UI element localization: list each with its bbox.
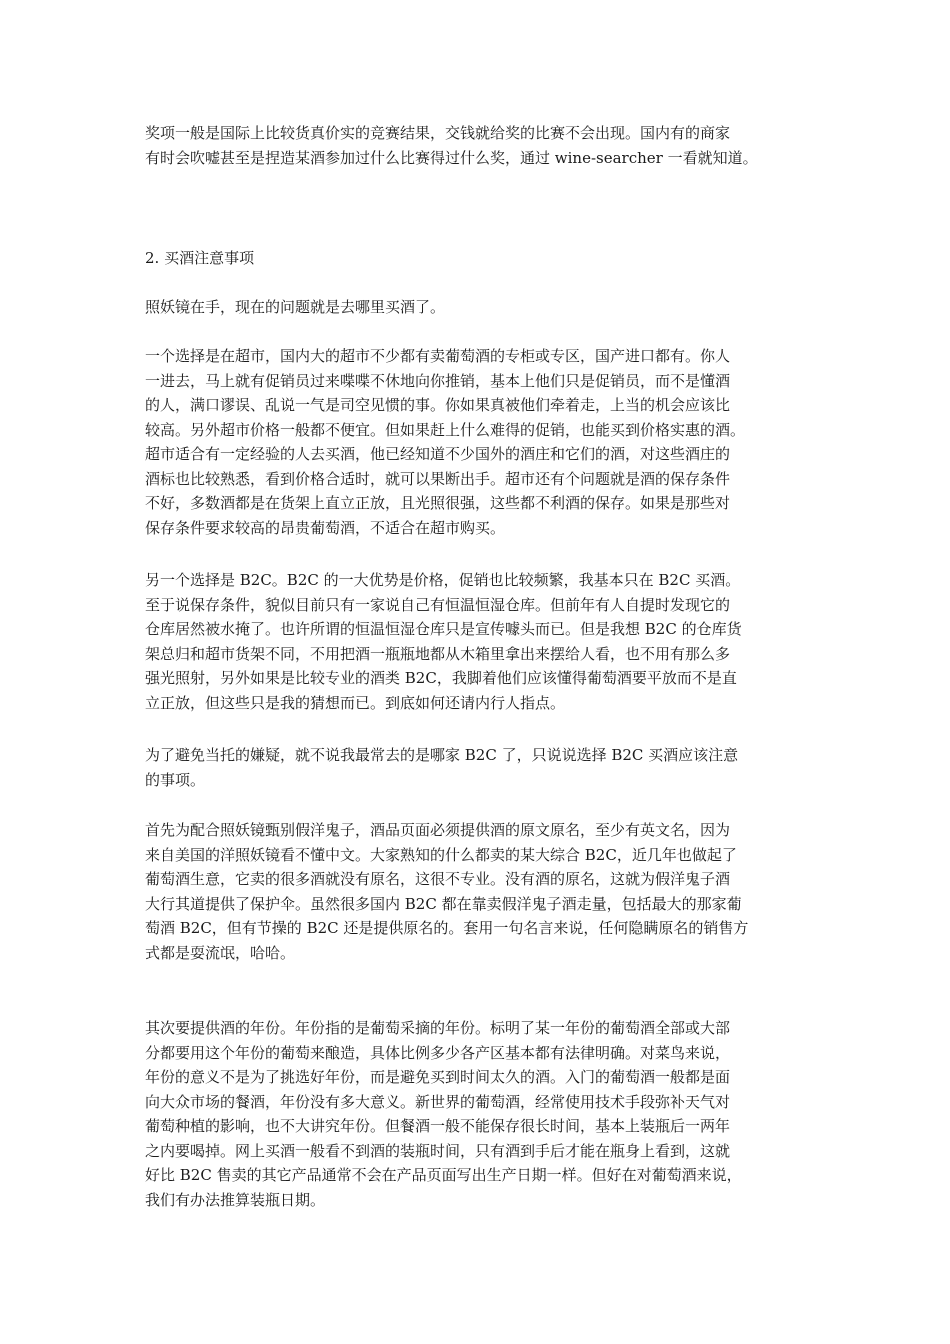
text-line: 一个选择是在超市，国内大的超市不少都有卖葡萄酒的专柜或专区，国产进口都有。你人 bbox=[145, 347, 731, 365]
text-line: 葡萄种植的影响，也不大讲究年份。但餐酒一般不能保存很长时间，基本上装瓶后一两年 bbox=[145, 1117, 731, 1135]
text-line: 强光照射，另外如果是比较专业的酒类 B2C，我脚着他们应该懂得葡萄酒要平放而不是直 bbox=[145, 669, 737, 687]
text-line: 的人，满口谬误、乱说一气是司空见惯的事。你如果真被他们牵着走，上当的机会应该比 bbox=[145, 396, 731, 414]
text-line: 为了避免当托的嫌疑，就不说我最常去的是哪家 B2C 了，只说说选择 B2C 买酒应该注意 bbox=[145, 746, 739, 764]
paragraph-avoid-shill bbox=[145, 743, 738, 792]
text-line: 另一个选择是 B2C。B2C 的一大优势是价格，促销也比较频繁，我基本只在 B2C 买酒。 bbox=[145, 571, 741, 589]
text-line: 年份的意义不是为了挑选好年份，而是避免买到时间太久的酒。入门的葡萄酒一般都是面 bbox=[145, 1068, 731, 1086]
paragraph-original-name bbox=[145, 818, 748, 965]
text-line: 不好，多数酒都是在货架上直立正放，且光照很强，这些都不利酒的保存。如果是那些对 bbox=[145, 494, 731, 512]
text-line: 分都要用这个年份的葡萄来酿造，具体比例多少各产区基本都有法律明确。对菜鸟来说， bbox=[145, 1043, 731, 1062]
section-heading bbox=[145, 246, 254, 271]
text-line: 至于说保存条件，貌似目前只有一家说自己有恒温恒湿仓库。但前年有人自提时发现它的 bbox=[145, 595, 731, 614]
text-line: 萄酒 B2C，但有节操的 B2C 还是提供原名的。套用一句名言来说，任何隐瞒原名的销售方 bbox=[145, 919, 749, 937]
text-line: 大行其道提供了保护伞。虽然很多国内 B2C 都在靠卖假洋鬼子酒走量，包括最大的那家葡 bbox=[145, 894, 742, 913]
text-line: 酒标也比较熟悉，看到价格合适时，就可以果断出手。超市还有个问题就是酒的保存条件 bbox=[145, 469, 731, 488]
text-line: 架总归和超市货架不同，不用把酒一瓶瓶地都从木箱里拿出来摆给人看，也不用有那么多 bbox=[145, 644, 731, 663]
text-line: 来自美国的洋照妖镜看不懂中文。大家熟知的什么都卖的某大综合 B2C，近几年也做起了 bbox=[145, 845, 737, 864]
text-line: 仓库居然被水掩了。也许所谓的恒温恒湿仓库只是宣传噱头而已。但是我想 B2C 的仓库货 bbox=[145, 620, 742, 638]
text-line: 较高。另外超市价格一般都不便宜。但如果赶上什么难得的促销，也能买到价格实惠的酒。 bbox=[145, 420, 746, 439]
text-line: 式都是耍流氓，哈哈。 bbox=[145, 943, 296, 962]
paragraph-b2c bbox=[145, 568, 742, 715]
text-line: 一进去，马上就有促销员过来喋喋不休地向你推销，基本上他们只是促销员，而不是懂酒 bbox=[145, 371, 731, 390]
text-line: 向大众市场的餐酒，年份没有多大意义。新世界的葡萄酒，经常使用技术手段弥补天气对 bbox=[145, 1092, 731, 1111]
paragraph-vintage bbox=[145, 1016, 742, 1212]
paragraph-awards bbox=[145, 121, 758, 170]
paragraph-supermarket bbox=[145, 344, 745, 540]
text-line: 好比 B2C 售卖的其它产品通常不会在产品页面写出生产日期一样。但好在对葡萄酒来说， bbox=[145, 1166, 742, 1184]
text-line: 照妖镜在手，现在的问题就是去哪里买酒了。 bbox=[145, 298, 446, 316]
text-line: 超市适合有一定经验的人去买酒，他已经知道不少国外的酒庄和它们的酒，对这些酒庄的 bbox=[145, 445, 731, 463]
text-line: 我们有办法推算装瓶日期。 bbox=[145, 1190, 326, 1209]
heading-text: 2. 买酒注意事项 bbox=[145, 249, 255, 267]
text-line: 之内要喝掉。网上买酒一般看不到酒的装瓶时间，只有酒到手后才能在瓶身上看到，这就 bbox=[145, 1141, 731, 1160]
text-line: 的事项。 bbox=[145, 770, 206, 789]
text-line: 有时会吹嘘甚至是捏造某酒参加过什么比赛得过什么奖，通过 wine-searcher 一看就知道。 bbox=[145, 148, 758, 167]
text-line: 奖项一般是国际上比较货真价实的竞赛结果，交钱就给奖的比赛不会出现。国内有的商家 bbox=[145, 124, 731, 142]
text-line: 立正放，但这些只是我的猜想而已。到底如何还请内行人指点。 bbox=[145, 693, 566, 712]
text-line: 其次要提供酒的年份。年份指的是葡萄采摘的年份。标明了某一年份的葡萄酒全部或大部 bbox=[145, 1019, 731, 1037]
paragraph-intro bbox=[145, 295, 445, 320]
text-line: 首先为配合照妖镜甄别假洋鬼子，酒品页面必须提供酒的原文原名，至少有英文名，因为 bbox=[145, 821, 731, 839]
text-line: 葡萄酒生意，它卖的很多酒就没有原名，这很不专业。没有酒的原名，这就为假洋鬼子酒 bbox=[145, 870, 731, 888]
text-line: 保存条件要求较高的昂贵葡萄酒，不适合在超市购买。 bbox=[145, 518, 506, 537]
